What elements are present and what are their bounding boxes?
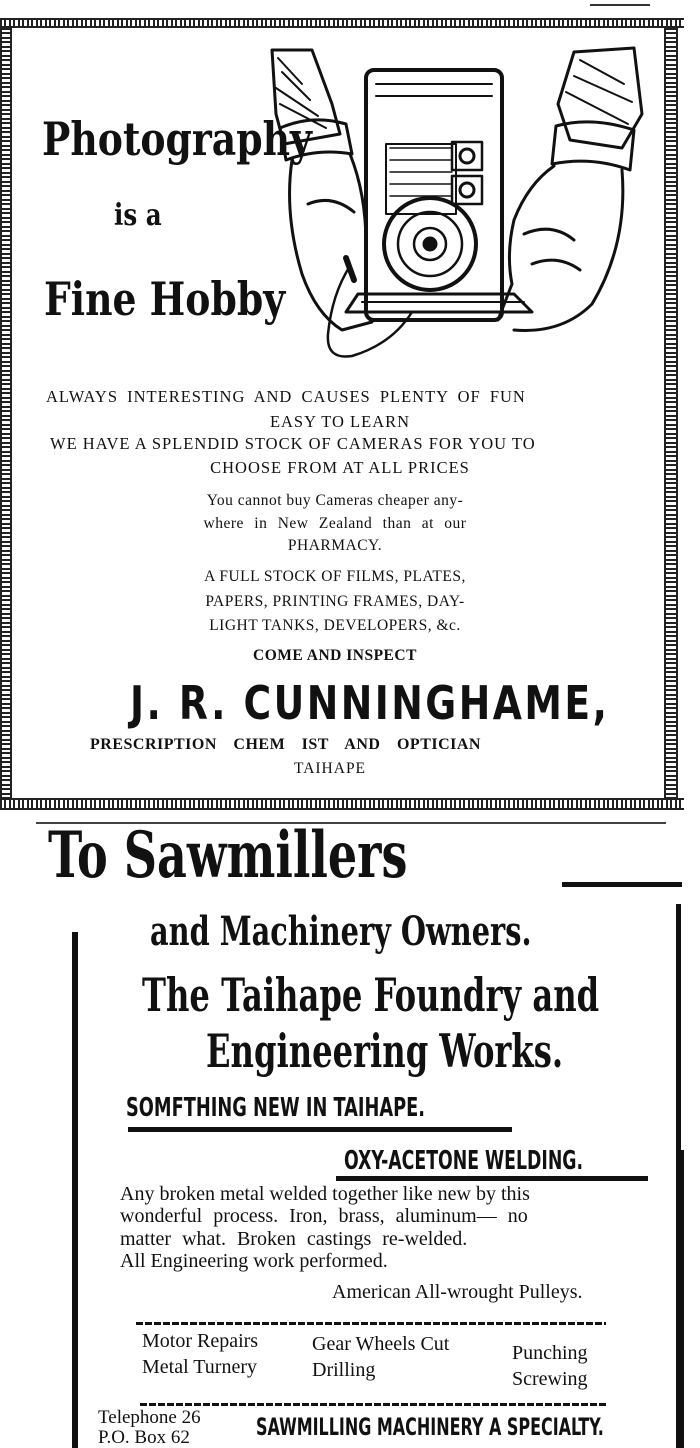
dash-rule-top bbox=[136, 1322, 606, 1325]
text-buy-1: You cannot buy Cameras cheaper any- bbox=[206, 492, 464, 509]
service-metal: Metal Turnery bbox=[142, 1356, 257, 1378]
rule-right-short bbox=[562, 882, 682, 887]
text-full-stock-1: A FULL STOCK OF FILMS, PLATES, bbox=[204, 568, 466, 585]
text-specialty: SAWMILLING MACHINERY A SPECIALTY. bbox=[256, 1413, 604, 1441]
headline-engineering-works: Engineering Works. bbox=[206, 1024, 564, 1078]
service-screwing: Screwing bbox=[512, 1368, 588, 1390]
sub-oxy-acetone: OXY-ACETONE WELDING. bbox=[344, 1146, 584, 1176]
border-right bbox=[664, 28, 678, 800]
text-come-inspect: COME AND INSPECT bbox=[253, 647, 417, 664]
text-full-stock-2: PAPERS, PRINTING FRAMES, DAY- bbox=[205, 593, 465, 610]
business-name: J. R. CUNNINGHAME, bbox=[130, 676, 610, 730]
headline-machinery-owners: and Machinery Owners. bbox=[150, 908, 532, 955]
headline-is-a: is a bbox=[114, 198, 162, 233]
text-easy-to-learn: EASY TO LEARN bbox=[269, 412, 411, 431]
service-drilling: Drilling bbox=[312, 1359, 376, 1381]
para-line-3: matter what. Broken castings re-welded. bbox=[120, 1228, 468, 1250]
para-line-2: wonderful process. Iron, brass, aluminum— no bbox=[120, 1205, 528, 1227]
para-line-5: American All-wrought Pulleys. bbox=[332, 1281, 583, 1303]
headline-fine-hobby: Fine Hobby bbox=[44, 272, 286, 326]
text-buy-3: PHARMACY. bbox=[287, 537, 383, 554]
text-choose: CHOOSE FROM AT ALL PRICES bbox=[210, 458, 470, 477]
text-splendid-stock: WE HAVE A SPLENDID STOCK OF CAMERAS FOR YOU TO bbox=[50, 434, 536, 453]
contact-telephone: Telephone 26 bbox=[98, 1407, 201, 1428]
border-bottom bbox=[0, 798, 684, 810]
headline-sawmillers: To Sawmillers bbox=[48, 818, 408, 893]
sub-something-new: SOMFTHING NEW IN TAIHAPE. bbox=[126, 1093, 426, 1123]
dash-rule-bottom bbox=[140, 1403, 606, 1406]
text-always-interesting: ALWAYS INTERESTING AND CAUSES PLENTY OF FUN bbox=[46, 387, 526, 406]
rule-right-lower bbox=[680, 1150, 684, 1448]
contact-pobox: P.O. Box 62 bbox=[98, 1427, 190, 1448]
camera-hands-illustration bbox=[262, 44, 654, 374]
para-line-4: All Engineering work performed. bbox=[120, 1250, 388, 1272]
service-punching: Punching bbox=[512, 1342, 588, 1364]
text-profession: PRESCRIPTION CHEM IST AND OPTICIAN bbox=[90, 736, 481, 753]
text-buy-2: where in New Zealand than at our bbox=[203, 515, 467, 532]
underline-something-new bbox=[128, 1127, 512, 1132]
text-full-stock-3: LIGHT TANKS, DEVELOPERS, &c. bbox=[209, 617, 461, 634]
headline-photography: Photography bbox=[42, 112, 312, 166]
para-line-1: Any broken metal welded together like new by this bbox=[120, 1183, 530, 1205]
service-gear: Gear Wheels Cut bbox=[312, 1333, 450, 1355]
headline-taihape-foundry: The Taihape Foundry and bbox=[142, 968, 600, 1022]
underline-oxy-acetone bbox=[336, 1176, 648, 1181]
text-town: TAIHAPE bbox=[293, 760, 367, 777]
border-left bbox=[0, 28, 12, 800]
service-motor: Motor Repairs bbox=[142, 1330, 259, 1352]
rule-left bbox=[72, 932, 78, 1448]
top-rule bbox=[590, 4, 650, 6]
border-top bbox=[0, 18, 684, 28]
